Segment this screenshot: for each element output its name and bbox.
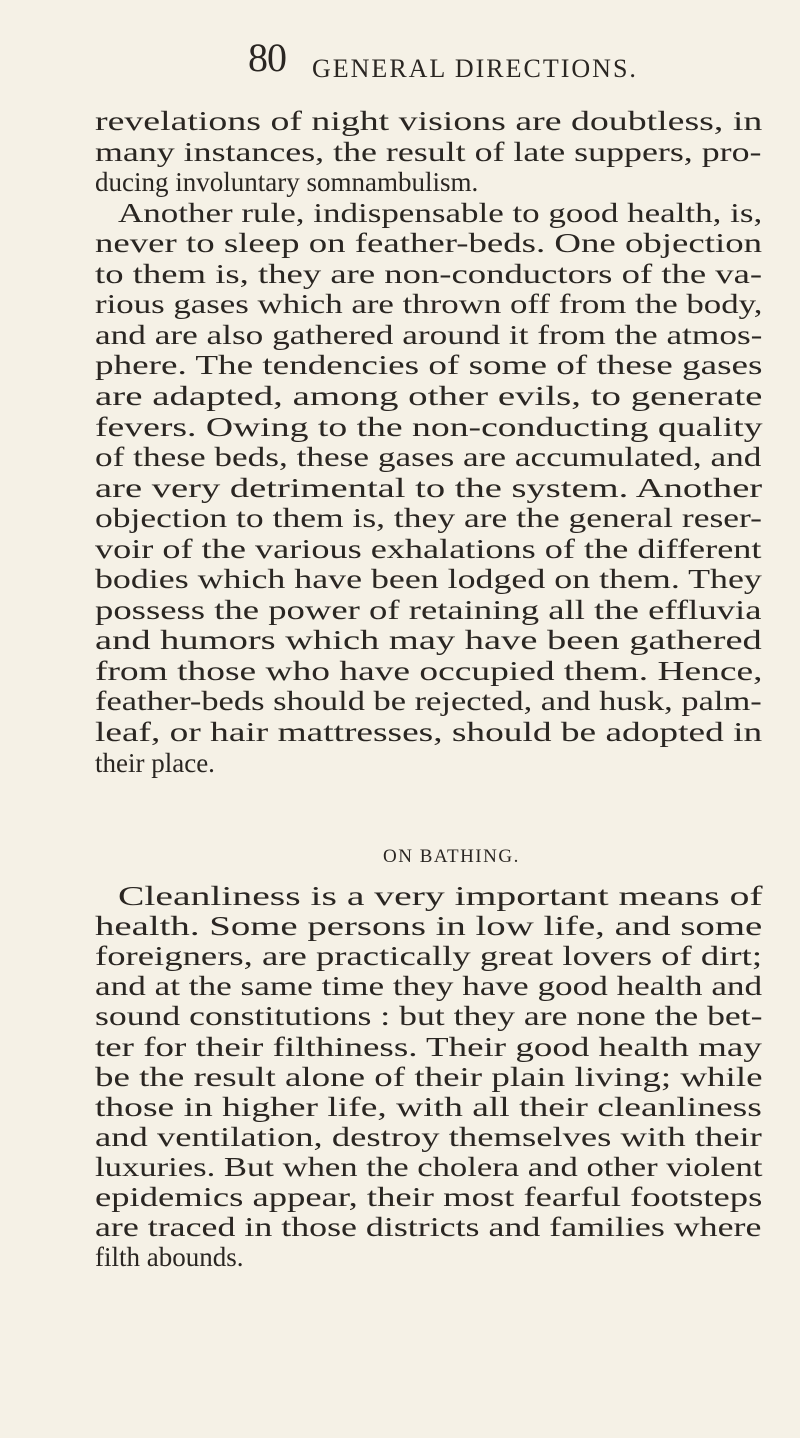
- text-line: luxuries. But when the cholera and other violent: [95, 1151, 763, 1182]
- text-line: never to sleep on feather-beds. One objection: [95, 228, 763, 259]
- text-line: foreigners, are practically great lovers of dirt;: [95, 941, 763, 972]
- text-line: those in higher life, with all their cleanliness: [95, 1091, 762, 1122]
- text-line: feather-beds should be rejected, and husk, palm-: [95, 686, 762, 717]
- text-line: and ventilation, destroy themselves with their: [95, 1121, 762, 1152]
- text-line: are adapted, among other evils, to generate: [95, 380, 763, 411]
- text-line: objection to them is, they are the general reser-: [95, 503, 763, 534]
- text-line: bodies which have been lodged on them. They: [95, 564, 762, 595]
- text-line: and are also gathered around it from the atmos-: [95, 319, 763, 350]
- text-line: from those who have occupied them. Hence,: [95, 655, 763, 686]
- text-line: ducing involuntary somnambulism.: [95, 167, 479, 198]
- text-line: many instances, the result of late suppers, pro-: [95, 136, 762, 167]
- text-line: sound constitutions : but they are none the bet-: [95, 1001, 763, 1032]
- text-line: Another rule, indispensable to good health, is,: [118, 197, 763, 228]
- text-line: ter for their filthiness. Their good health may: [95, 1031, 762, 1062]
- text-line: and humors which may have been gathered: [95, 625, 762, 656]
- running-head: GENERAL DIRECTIONS.: [312, 54, 638, 83]
- text-line: health. Some persons in low life, and some: [95, 911, 763, 942]
- text-line: rious gases which are thrown off from the body,: [95, 289, 763, 320]
- text-line: epidemics appear, their most fearful footsteps: [95, 1182, 763, 1212]
- text-line: of these beds, these gases are accumulated, and: [95, 442, 762, 473]
- text-line: are traced in those districts and families where: [95, 1212, 762, 1243]
- text-line: their place.: [95, 747, 215, 778]
- text-line: revelations of night visions are doubtless, in: [95, 106, 763, 136]
- text-line: to them is, they are non-conductors of the va-: [95, 258, 763, 289]
- text-line: are very detrimental to the system. Another: [95, 472, 763, 503]
- text-line: and at the same time they have good health and: [95, 971, 763, 1002]
- text-line: voir of the various exhalations of the different: [95, 533, 762, 564]
- text-line: leaf, or hair mattresses, should be adopted in: [95, 717, 763, 747]
- text-line: filth abounds.: [95, 1242, 244, 1273]
- text-line: be the result alone of their plain living; while: [95, 1061, 763, 1092]
- text-line: fevers. Owing to the non-conducting quality: [95, 411, 763, 442]
- text-line: phere. The tendencies of some of these gases: [95, 350, 763, 381]
- page-number: 80: [248, 35, 286, 80]
- section-heading-bathing: ON BATHING.: [383, 846, 520, 867]
- text-line: possess the power of retaining all the effluvia: [95, 594, 762, 625]
- text-line: Cleanliness is a very important means of: [118, 881, 763, 911]
